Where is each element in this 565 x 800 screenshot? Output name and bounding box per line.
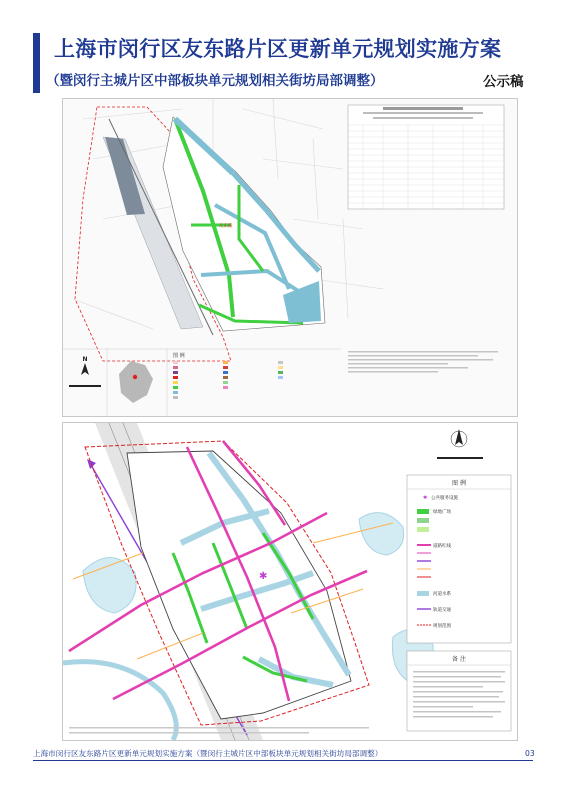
legend-item-0: 公共服务设施 — [431, 496, 458, 501]
header-accent-bar — [33, 33, 40, 93]
scale-bar — [69, 385, 101, 387]
notes-title: 备 注 — [452, 656, 466, 663]
legend-item-5: 规划范围 — [433, 624, 451, 629]
land-use-data-table — [348, 105, 504, 209]
legend-water-swatch — [417, 591, 429, 596]
land-use-map-panel — [62, 98, 518, 417]
status-badge: 公示稿 — [483, 74, 524, 90]
bottom-legend — [407, 475, 511, 643]
footer-text: 上海市闵行区友东路片区更新单元规划实施方案（暨闵行主城片区中部板块单元规划相关街坊局部调整） — [33, 749, 383, 758]
legend-item-3: 河道水系 — [433, 592, 451, 597]
public-facility-star-icon: ✱ — [259, 571, 268, 582]
footer-divider — [33, 760, 533, 761]
legend-green-swatch — [417, 509, 429, 514]
legend-item-2: 道路红线 — [433, 544, 451, 549]
page-title: 上海市闵行区友东路片区更新单元规划实施方案 — [54, 37, 502, 61]
road-label: 友东路 — [219, 224, 233, 229]
top-legend-title: 图 例 — [173, 353, 185, 359]
legend-item-1: 绿地广场 — [433, 510, 451, 515]
page-number: 03 — [525, 749, 535, 758]
bottom-notes — [407, 651, 511, 731]
legend-item-4: 轨道交通 — [433, 608, 451, 613]
legend-star-icon: ✱ — [423, 495, 428, 501]
north-label: N — [82, 356, 88, 363]
legend-title: 图 例 — [452, 480, 466, 487]
page-subtitle: （暨闵行主城片区中部板块单元规划相关街坊局部调整） — [46, 73, 384, 89]
road-green-map-panel — [62, 422, 518, 741]
road-green-map — [63, 423, 517, 740]
scale-bar-2 — [437, 457, 483, 459]
site-locator-dot — [133, 375, 137, 379]
land-use-map — [63, 99, 517, 416]
